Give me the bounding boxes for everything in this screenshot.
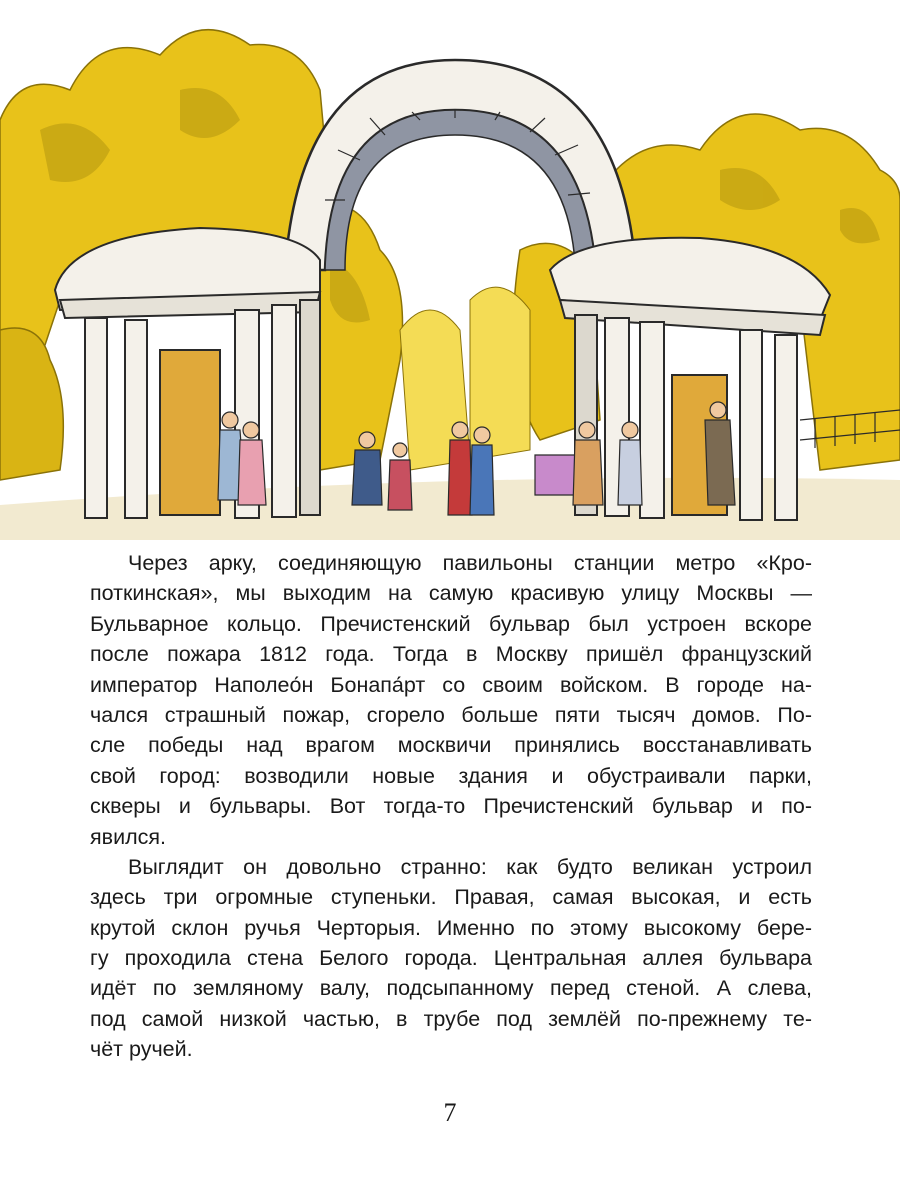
text-line: император Наполео́н Бонапа́рт со своим войском. В городе на- (90, 672, 812, 697)
body-text (90, 548, 812, 1065)
arch-illustration (0, 0, 900, 540)
text-line: здесь три огромные ступеньки. Правая, самая высокая, и есть (90, 885, 812, 910)
paragraph-1 (90, 548, 812, 852)
left-pavilion (55, 228, 320, 518)
paragraph-2 (90, 852, 812, 1065)
page-number: 7 (443, 1098, 457, 1127)
text-line: чёт ручей. (90, 1037, 193, 1062)
text-line: сле победы над врагом москвичи принялись восстанавливать (90, 733, 812, 758)
text-line: крутой склон ручья Черторыя. Именно по этому высокому бере- (90, 915, 812, 940)
text-line: свой город: возводили новые здания и обустраивали парки, (90, 763, 812, 788)
text-line: Через арку, соединяющую павильоны станции метро «Кро- (128, 551, 812, 575)
text-line: гу проходила стена Белого города. Центральная аллея бульвара (90, 946, 812, 971)
text-line: под самой низкой частью, в трубе под землёй по-прежнему те- (90, 1006, 812, 1031)
text-line: поткинская», мы выходим на самую красивую улицу Москвы — (90, 581, 812, 606)
text-line: после пожара 1812 года. Тогда в Москву пришёл французский (90, 642, 812, 667)
text-line: Выглядит он довольно странно: как будто великан устроил (128, 854, 812, 879)
text-line: чался страшный пожар, сгорело больше пяти тысяч домов. По- (90, 702, 812, 727)
text-line: явился. (90, 824, 166, 849)
text-line: Бульварное кольцо. Пречистенский бульвар был устроен вскоре (90, 611, 812, 636)
text-line: скверы и бульвары. Вот тогда-то Пречистенский бульвар и по- (90, 794, 812, 819)
text-line: идёт по земляному валу, подсыпанному перед стеной. А слева, (90, 976, 812, 1001)
